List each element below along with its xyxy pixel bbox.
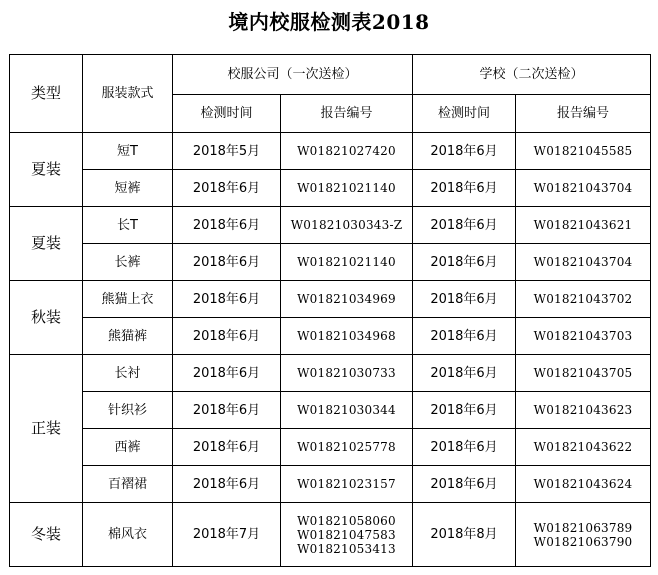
table-row — [10, 133, 651, 170]
table-row — [10, 207, 651, 244]
school-date-cell: 2018年6月 — [413, 170, 516, 207]
header-row-1 — [10, 55, 651, 95]
report-number: W01821043624 — [533, 477, 633, 491]
report-number: W01821043703 — [533, 329, 633, 343]
category-cell: 秋装 — [10, 281, 83, 355]
report-number: W01821027420 — [297, 144, 396, 158]
company-date-cell: 2018年7月 — [173, 503, 281, 567]
style-cell: 长T — [83, 207, 173, 244]
header-school-group: 学校（二次送检） — [413, 55, 651, 95]
company-date-cell: 2018年6月 — [173, 429, 281, 466]
page-title: 境内校服检测表2018 — [228, 10, 430, 34]
school-report-cell — [516, 318, 651, 355]
company-report-cell — [281, 429, 413, 466]
school-date-cell: 2018年6月 — [413, 281, 516, 318]
header-style: 服装款式 — [83, 55, 173, 133]
company-report-cell — [281, 503, 413, 567]
report-number: W01821030344 — [297, 403, 396, 417]
school-date-cell: 2018年6月 — [413, 133, 516, 170]
table-row — [10, 318, 651, 355]
school-report-cell — [516, 503, 651, 567]
report-number: W01821043705 — [533, 366, 633, 380]
header-school-report-no: 报告编号 — [516, 95, 651, 133]
report-number: W01821021140 — [297, 181, 396, 195]
style-cell: 棉风衣 — [83, 503, 173, 567]
company-date-cell: 2018年6月 — [173, 281, 281, 318]
table-row — [10, 355, 651, 392]
school-date-cell: 2018年6月 — [413, 355, 516, 392]
company-date-cell: 2018年5月 — [173, 133, 281, 170]
company-date-cell: 2018年6月 — [173, 170, 281, 207]
company-report-cell — [281, 207, 413, 244]
table-row — [10, 466, 651, 503]
category-cell: 正装 — [10, 355, 83, 503]
header-school-test-time: 检测时间 — [413, 95, 516, 133]
table-row — [10, 170, 651, 207]
style-cell: 针织衫 — [83, 392, 173, 429]
report-number: W01821053413 — [297, 541, 396, 556]
report-number: W01821034968 — [297, 329, 396, 343]
report-number: W01821021140 — [297, 255, 396, 269]
header-type: 类型 — [10, 55, 83, 133]
school-date-cell: 2018年6月 — [413, 244, 516, 281]
school-date-cell: 2018年6月 — [413, 318, 516, 355]
category-cell: 冬装 — [10, 503, 83, 567]
inspection-table — [9, 54, 651, 567]
company-report-cell — [281, 318, 413, 355]
report-number: W01821043704 — [533, 255, 633, 269]
school-report-cell — [516, 392, 651, 429]
style-cell: 短T — [83, 133, 173, 170]
school-date-cell: 2018年6月 — [413, 392, 516, 429]
report-number: W01821030343-Z — [290, 218, 403, 232]
report-number: W01821063789 — [533, 520, 633, 535]
company-date-cell: 2018年6月 — [173, 244, 281, 281]
table-row — [10, 392, 651, 429]
report-number: W01821045585 — [533, 144, 633, 158]
company-date-cell: 2018年6月 — [173, 355, 281, 392]
company-report-cell — [281, 133, 413, 170]
company-date-cell: 2018年6月 — [173, 392, 281, 429]
report-number: W01821063790 — [533, 534, 633, 549]
category-cell: 夏装 — [10, 207, 83, 281]
table-row — [10, 244, 651, 281]
company-report-cell — [281, 466, 413, 503]
header-company-report-no: 报告编号 — [281, 95, 413, 133]
header-company-group: 校服公司（一次送检） — [173, 55, 413, 95]
style-cell: 西裤 — [83, 429, 173, 466]
table-row — [10, 429, 651, 466]
report-number: W01821030733 — [297, 366, 396, 380]
school-report-cell — [516, 244, 651, 281]
report-number: W01821025778 — [297, 440, 396, 454]
report-number: W01821034969 — [297, 292, 396, 306]
style-cell: 百褶裙 — [83, 466, 173, 503]
school-date-cell: 2018年6月 — [413, 466, 516, 503]
company-report-cell — [281, 355, 413, 392]
school-report-cell — [516, 170, 651, 207]
school-report-cell — [516, 355, 651, 392]
company-report-cell — [281, 281, 413, 318]
school-report-cell — [516, 429, 651, 466]
company-report-cell — [281, 244, 413, 281]
school-report-cell — [516, 466, 651, 503]
table-row — [10, 281, 651, 318]
company-report-cell — [281, 392, 413, 429]
style-cell: 短裤 — [83, 170, 173, 207]
style-cell: 长裤 — [83, 244, 173, 281]
report-number: W01821043704 — [533, 181, 633, 195]
school-date-cell: 2018年8月 — [413, 503, 516, 567]
school-report-cell — [516, 281, 651, 318]
style-cell: 熊猫上衣 — [83, 281, 173, 318]
company-date-cell: 2018年6月 — [173, 466, 281, 503]
company-date-cell: 2018年6月 — [173, 318, 281, 355]
category-cell: 夏装 — [10, 133, 83, 207]
report-number: W01821023157 — [297, 477, 396, 491]
school-date-cell: 2018年6月 — [413, 207, 516, 244]
style-cell: 熊猫裤 — [83, 318, 173, 355]
style-cell: 长衬 — [83, 355, 173, 392]
report-number: W01821043623 — [533, 403, 633, 417]
table-row — [10, 503, 651, 567]
school-report-cell — [516, 133, 651, 170]
report-number: W01821058060 — [297, 513, 396, 528]
report-number: W01821043702 — [533, 292, 633, 306]
school-report-cell — [516, 207, 651, 244]
report-number: W01821043622 — [533, 440, 633, 454]
header-company-test-time: 检测时间 — [173, 95, 281, 133]
company-date-cell: 2018年6月 — [173, 207, 281, 244]
school-date-cell: 2018年6月 — [413, 429, 516, 466]
company-report-cell — [281, 170, 413, 207]
report-number: W01821043621 — [533, 218, 633, 232]
report-number: W01821047583 — [297, 527, 396, 542]
